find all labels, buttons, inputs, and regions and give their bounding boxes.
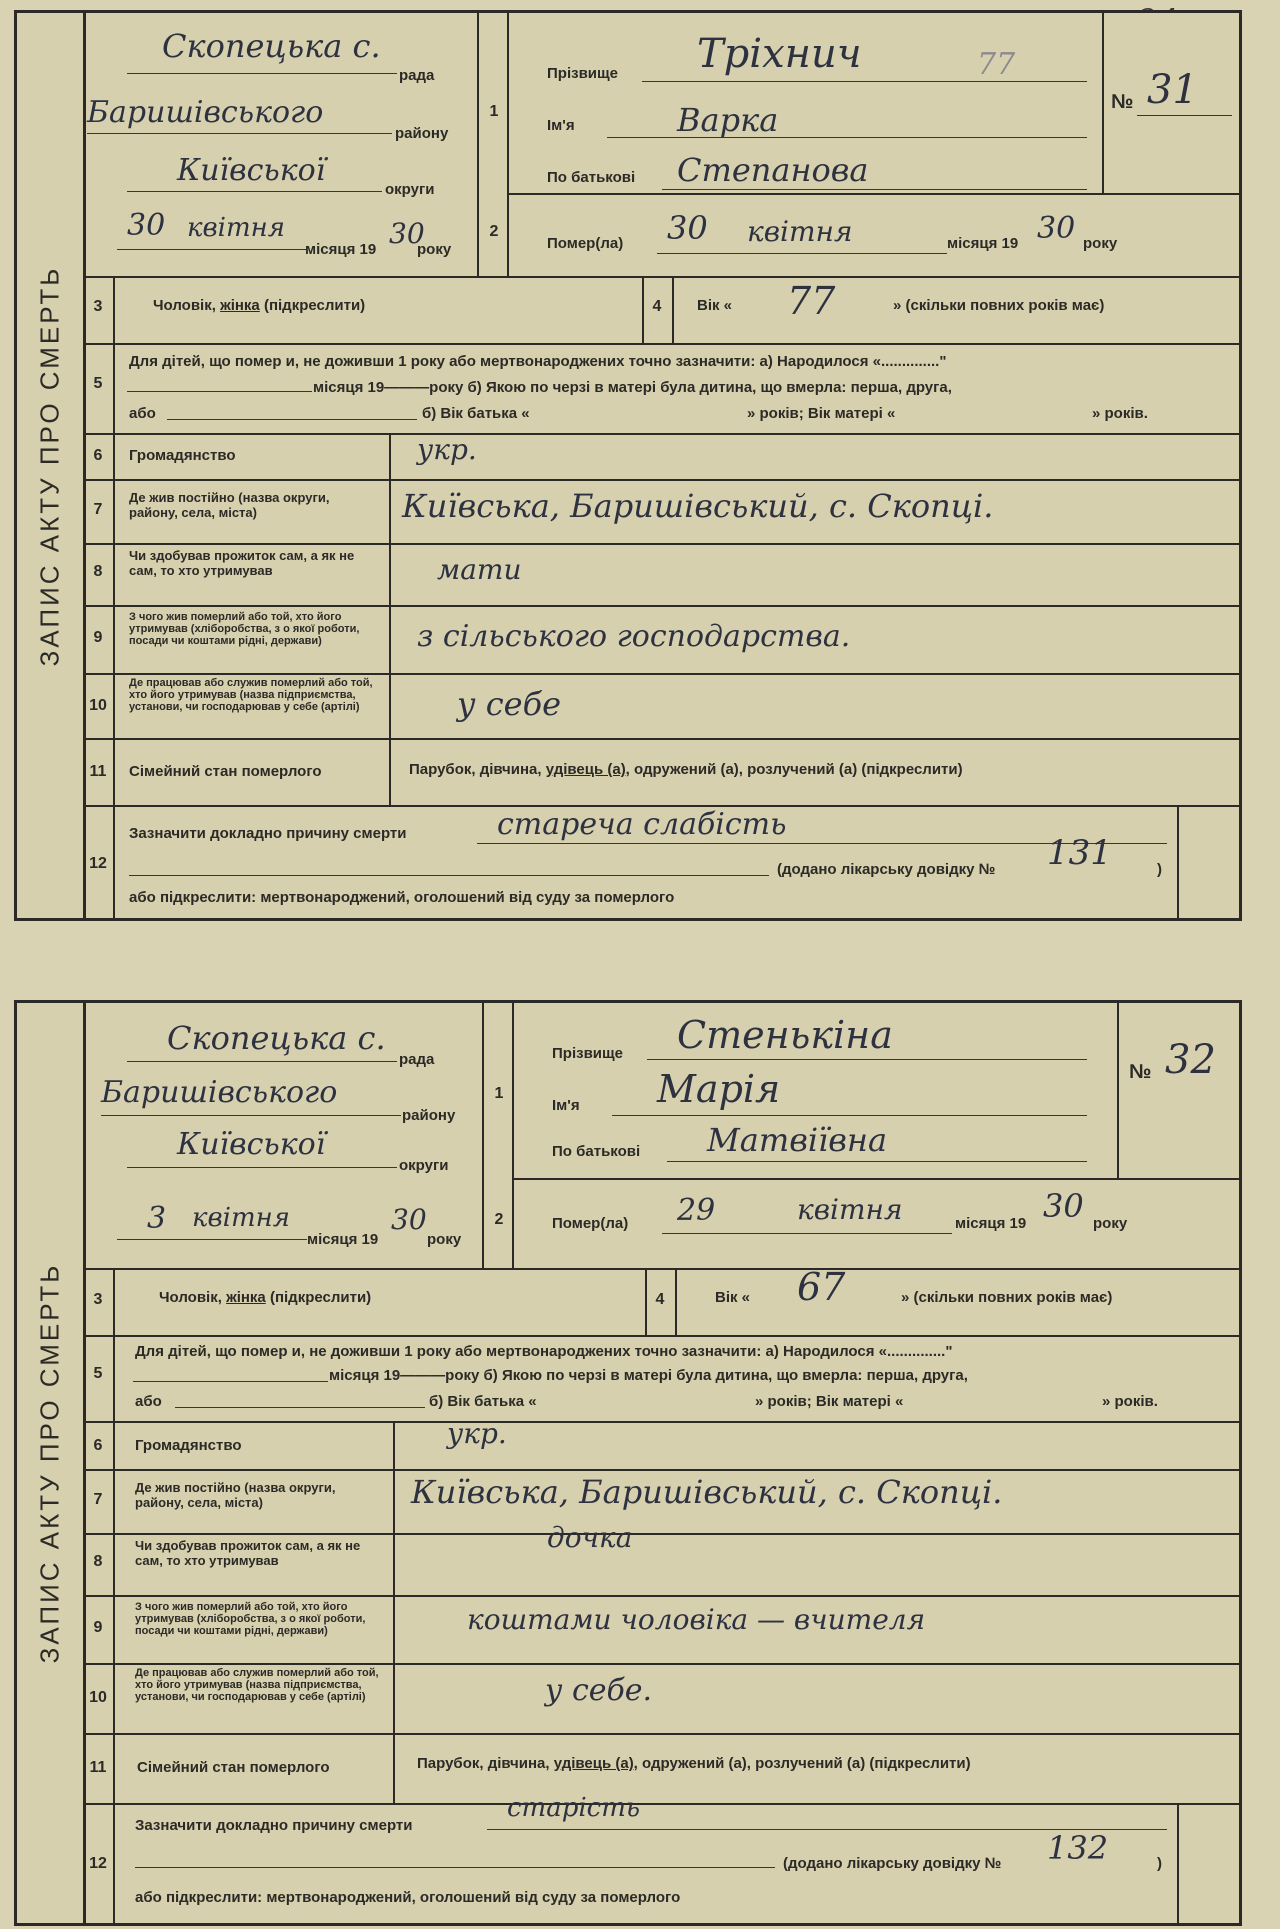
patronymic-label: По батькові — [552, 1143, 641, 1160]
name-value: Варка — [677, 101, 779, 139]
supported-label: Чи здобував прожиток сам, а як не сам, то хто утримував — [135, 1538, 361, 1568]
certificate-label: (додано лікарську довідку № — [777, 861, 996, 878]
death-month: квітня — [797, 1193, 903, 1226]
record-number: 32 — [1165, 1037, 1216, 1083]
cause-label: Зазначити докладно причину смерти — [129, 825, 407, 842]
residence-value: Київська, Баришівський, с. Скопці. — [411, 1473, 1003, 1511]
family-label: Сімейний стан померлого — [129, 763, 322, 780]
workplace-value: у себе. — [545, 1673, 653, 1708]
record-number-label: № — [1129, 1061, 1152, 1083]
row-num-10: 10 — [89, 697, 107, 714]
row5-line1: Для дітей, що помер и, не доживши 1 року або мертвонароджених точно зазначити: а) Народилося «.............." — [135, 1343, 953, 1360]
sex-field — [159, 1289, 371, 1306]
patronymic-value: Матвіївна — [707, 1121, 888, 1159]
death-month: квітня — [747, 215, 853, 248]
income-label: З чого жив померлий або той, хто його утримував (хліборобства, з о якої роботи, посади чи коштами рідні, держави) — [129, 611, 360, 648]
row-num-8: 8 — [93, 1553, 103, 1570]
death-record-1 — [14, 10, 1242, 921]
margin-note: 77 — [977, 47, 1016, 82]
certificate-label: (додано лікарську довідку № — [783, 1855, 1002, 1872]
row-num-7: 7 — [93, 501, 103, 518]
income-value: коштами чоловіка — вчителя — [467, 1603, 926, 1636]
death-year: 30 — [1037, 211, 1076, 246]
income-label: З чого жив померлий або той, хто його утримував (хліборобства, з о якої роботи, посади чи коштами рідні, держави) — [135, 1601, 366, 1638]
family-opt-a: Парубок, дівчина, — [409, 761, 542, 778]
citizenship-value: укр. — [417, 433, 477, 466]
reg-month: квітня — [187, 213, 285, 243]
row-num-3: 3 — [93, 298, 103, 315]
sex-prefix: Чоловік, — [159, 1289, 222, 1306]
family-opt-a: Парубок, дівчина, — [417, 1755, 550, 1772]
age-label: Вік « — [697, 297, 733, 314]
row-num-6: 6 — [93, 447, 103, 464]
rada-value: Скопецька с. — [167, 1019, 386, 1057]
income-value: з сільського господарства. — [417, 619, 851, 654]
certificate-no: 131 — [1047, 833, 1112, 873]
patronymic-label: По батькові — [547, 169, 636, 186]
row5-line3-b: б) Вік батька « — [429, 1393, 537, 1410]
reg-year-label: року — [427, 1231, 462, 1248]
stillborn-note: або підкреслити: мертвонароджений, оголошений від суду за померлого — [129, 889, 675, 906]
cause-label: Зазначити докладно причину смерти — [135, 1817, 413, 1834]
sex-woman-underlined: жінка — [226, 1289, 266, 1306]
row-num-8: 8 — [93, 563, 103, 580]
name-label: Ім'я — [547, 117, 575, 134]
rada-label: рада — [399, 67, 435, 84]
death-day: 29 — [677, 1193, 716, 1228]
supported-value: дочка — [547, 1521, 633, 1554]
row-num-12: 12 — [89, 1855, 107, 1872]
surname-label: Прізвище — [547, 65, 619, 82]
workplace-label: Де працював або служив померлий або той, хто його утримував (назва підприємства, установи, чи господарював у себе (артілі) — [129, 677, 373, 714]
certificate-end: ) — [1157, 861, 1162, 878]
surname-label: Прізвище — [552, 1045, 624, 1062]
row-num-4: 4 — [655, 1291, 665, 1308]
row5-line3-c: » років; Вік матері « — [747, 405, 896, 422]
age-suffix: » (скільки повних років має) — [893, 297, 1105, 314]
reg-day: 30 — [127, 208, 166, 243]
age-label: Вік « — [715, 1289, 751, 1306]
reg-year-label: року — [417, 241, 452, 258]
row-num-12: 12 — [89, 855, 107, 872]
record-number-label: № — [1111, 91, 1134, 113]
family-label: Сімейний стан померлого — [137, 1759, 330, 1776]
reg-year: 30 — [389, 217, 425, 250]
workplace-value: у себе — [457, 685, 562, 723]
row-num-3: 3 — [93, 1291, 103, 1308]
row5-line3-d: » років. — [1102, 1393, 1158, 1410]
cause-value: стареча слабість — [497, 807, 787, 842]
row-num-6: 6 — [93, 1437, 103, 1454]
row-num-9: 9 — [93, 629, 103, 646]
row-num-11: 11 — [89, 763, 107, 780]
row5-line2: місяця 19———року б) Якою по черзі в матері була дитина, що вмерла: перша, друга, — [329, 1367, 968, 1384]
reg-month-label: місяця 19 — [307, 1231, 379, 1248]
row5-line1: Для дітей, що помер и, не доживши 1 року або мертвонароджених точно зазначити: а) Народилося «.............." — [129, 353, 947, 370]
residence-label: Де жив постійно (назва округи, району, села, міста) — [135, 1480, 336, 1510]
age-value: 77 — [787, 279, 836, 323]
okruha-value: Київської — [177, 1127, 326, 1162]
raion-label: району — [395, 125, 449, 142]
row5-line3-d: » років. — [1092, 405, 1148, 422]
citizenship-label: Громадянство — [135, 1437, 242, 1454]
patronymic-value: Степанова — [677, 151, 869, 189]
reg-month: квітня — [192, 1203, 290, 1233]
surname-value: Тріхнич — [697, 31, 862, 77]
death-year-label: року — [1093, 1215, 1128, 1232]
family-opt-c: одружений (а), розлучений (а) (підкреслити) — [634, 761, 963, 778]
okruha-label: округи — [385, 181, 435, 198]
death-day: 30 — [667, 209, 708, 247]
sex-prefix: Чоловік, — [153, 297, 216, 314]
reg-month-label: місяця 19 — [305, 241, 377, 258]
row-num-5: 5 — [93, 375, 103, 392]
side-title: ЗАПИС АКТУ ПРО СМЕРТЬ — [34, 265, 65, 666]
family-opt-widow-underlined: удівець (а), — [553, 1755, 638, 1772]
row-num-10: 10 — [89, 1689, 107, 1706]
sex-suffix: (підкреслити) — [269, 1289, 372, 1306]
workplace-label: Де працював або служив померлий або той, хто його утримував (назва підприємства, установи, чи господарював у себе (артілі) — [135, 1667, 379, 1704]
row5-line3-a: або — [135, 1393, 162, 1410]
death-year-label: року — [1083, 235, 1118, 252]
row-num-2: 2 — [494, 1211, 504, 1228]
name-label: Ім'я — [552, 1097, 580, 1114]
row5-line3-a: або — [129, 405, 156, 422]
row-num-7: 7 — [93, 1491, 103, 1508]
certificate-no: 132 — [1047, 1829, 1109, 1867]
supported-value: мати — [437, 553, 522, 586]
death-date-label: Помер(ла) — [552, 1215, 629, 1232]
row-num-11: 11 — [89, 1759, 107, 1776]
sex-field — [153, 297, 365, 314]
side-title-panel — [17, 13, 86, 918]
death-date-label: Помер(ла) — [547, 235, 624, 252]
death-record-2 — [14, 1000, 1242, 1926]
age-suffix: » (скільки повних років має) — [901, 1289, 1113, 1306]
family-opt-c: одружений (а), розлучений (а) (підкреслити) — [642, 1755, 971, 1772]
death-month-label: місяця 19 — [955, 1215, 1027, 1232]
row-num-9: 9 — [93, 1619, 103, 1636]
stillborn-note: або підкреслити: мертвонароджений, оголошений від суду за померлого — [135, 1889, 681, 1906]
death-month-label: місяця 19 — [947, 235, 1019, 252]
residence-label: Де жив постійно (назва округи, району, села, міста) — [129, 490, 330, 520]
death-year: 30 — [1043, 1187, 1084, 1225]
name-value: Марія — [657, 1067, 781, 1111]
age-value: 67 — [797, 1265, 846, 1309]
row-num-2: 2 — [489, 223, 499, 240]
reg-year: 30 — [391, 1203, 427, 1236]
row-num-4: 4 — [652, 298, 662, 315]
surname-value: Стенькіна — [677, 1013, 893, 1057]
row-num-1: 1 — [489, 103, 499, 120]
cause-value: старість — [507, 1793, 641, 1823]
raion-value: Баришівського — [101, 1075, 338, 1110]
okruha-value: Київської — [177, 153, 326, 188]
reg-day: 3 — [147, 1201, 167, 1236]
certificate-end: ) — [1157, 1855, 1162, 1872]
rada-value: Скопецька с. — [162, 27, 381, 65]
family-options — [409, 761, 963, 778]
side-title: ЗАПИС АКТУ ПРО СМЕРТЬ — [34, 1262, 65, 1664]
row5-line3-b: б) Вік батька « — [422, 405, 530, 422]
family-options — [417, 1755, 971, 1772]
rada-label: рада — [399, 1051, 435, 1068]
residence-value: Київська, Баришівський, с. Скопці. — [402, 487, 994, 525]
row-num-5: 5 — [93, 1365, 103, 1382]
okruha-label: округи — [399, 1157, 449, 1174]
row5-line2: місяця 19———року б) Якою по черзі в матері була дитина, що вмерла: перша, друга, — [313, 379, 952, 396]
sex-woman-underlined: жінка — [220, 297, 260, 314]
side-title-panel — [17, 1003, 86, 1923]
record-number: 31 — [1147, 67, 1198, 113]
raion-value: Баришівського — [87, 95, 324, 130]
row5-line3-c: » років; Вік матері « — [755, 1393, 904, 1410]
family-opt-widow-underlined: удівець (а), — [545, 761, 630, 778]
supported-label: Чи здобував прожиток сам, а як не сам, то хто утримував — [129, 548, 355, 578]
citizenship-label: Громадянство — [129, 447, 236, 464]
raion-label: району — [402, 1107, 456, 1124]
row-num-1: 1 — [494, 1085, 504, 1102]
sex-suffix: (підкреслити) — [263, 297, 366, 314]
citizenship-value: укр. — [447, 1417, 507, 1450]
